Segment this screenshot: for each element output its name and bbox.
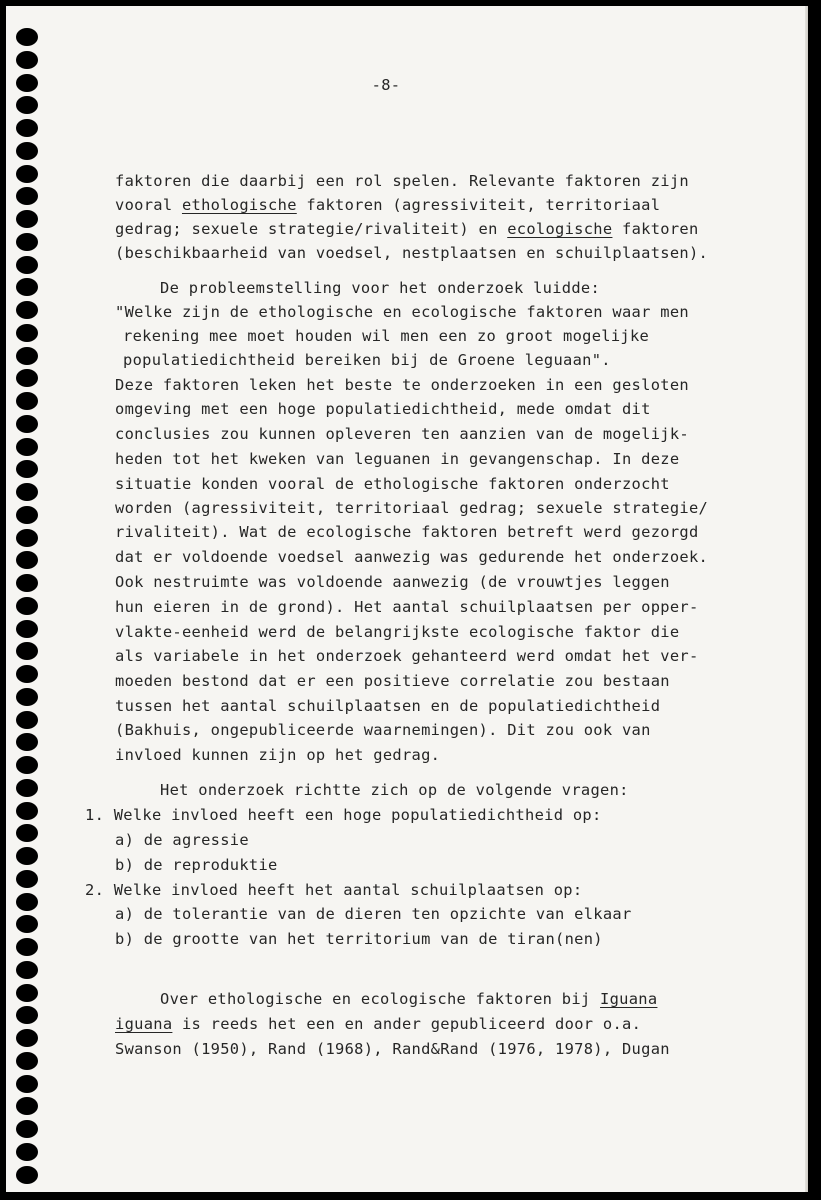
text-line: moeden bestond dat er een positieve correlatie zou bestaan [115,672,670,690]
text-line: tussen het aantal schuilplaatsen en de populatiedichtheid [115,697,661,715]
text-line [115,1012,641,1036]
text-fragment: faktoren (agressiviteit, territoriaal [296,196,661,214]
list-subitem: a) de agressie [115,831,249,849]
text-line: Het onderzoek richtte zich op de volgende vragen: [160,781,629,799]
text-line: dat er voldoende voedsel aanwezig was gedurende het onderzoek. [115,548,709,566]
text-line: worden (agressiviteit, territoriaal gedrag; sexuele strategie/ [115,499,709,517]
list-subitem: b) de reproduktie [115,856,278,874]
underlined-term: ecologische [507,220,613,238]
page-text [6,6,808,1192]
list-item: 1. Welke invloed heeft een hoge populatiedichtheid op: [85,806,602,824]
text-fragment: is reeds het een en ander gepubliceerd door o.a. [181,1015,642,1033]
text-line: heden tot het kweken van leguanen in gevangenschap. In deze [115,450,680,468]
text-line [115,217,699,241]
list-subitem: b) de grootte van het territorium van de tiran(nen) [115,930,603,948]
text-line: Ook nestruimte was voldoende aanwezig (de vrouwtjes leggen [115,573,670,591]
text-fragment: faktoren [612,220,699,238]
list-item: 2. Welke invloed heeft het aantal schuilplaatsen op: [85,881,583,899]
document-page [6,6,808,1192]
text-fragment: vooral [115,196,182,214]
text-line [160,987,657,1011]
text-line: Swanson (1950), Rand (1968), Rand&Rand (1976, 1978), Dugan [115,1040,670,1058]
text-line: De probleemstelling voor het onderzoek luidde: [160,279,601,297]
text-line: faktoren die daarbij een rol spelen. Relevante faktoren zijn [115,172,689,190]
species-name: Iguana [600,990,658,1008]
text-fragment: Over ethologische en ecologische faktoren bij [160,990,601,1008]
text-line: (beschikbaarheid van voedsel, nestplaatsen en schuilplaatsen). [115,244,709,262]
text-line: als variabele in het onderzoek gehanteerd werd omdat het ver- [115,647,699,665]
text-fragment: gedrag; sexuele strategie/rivaliteit) en [115,220,508,238]
page-number: -8- [371,76,401,94]
text-line: situatie konden vooral de ethologische faktoren onderzocht [115,475,670,493]
text-line: populatiedichtheid bereiken bij de Groene leguaan". [123,351,611,369]
text-line: vlakte-eenheid werd de belangrijkste ecologische faktor die [115,623,680,641]
species-name: iguana [115,1015,173,1033]
text-line [115,193,660,217]
text-line: hun eieren in de grond). Het aantal schuilplaatsen per opper- [115,598,699,616]
text-line: rivaliteit). Wat de ecologische faktoren betreft werd gezorgd [115,523,699,541]
text-line: omgeving met een hoge populatiedichtheid, mede omdat dit [115,400,651,418]
text-line: invloed kunnen zijn op het gedrag. [115,746,441,764]
list-subitem: a) de tolerantie van de dieren ten opzichte van elkaar [115,905,632,923]
text-line: "Welke zijn de ethologische en ecologische faktoren waar men [115,303,689,321]
text-line: (Bakhuis, ongepubliceerde waarnemingen). Dit zou ook van [115,721,651,739]
underlined-term: ethologische [181,196,297,214]
text-line: conclusies zou kunnen opleveren ten aanzien van de mogelijk- [115,425,689,443]
text-line: rekening mee moet houden wil men een zo groot mogelijke [123,327,650,345]
text-line: Deze faktoren leken het beste te onderzoeken in een gesloten [115,376,689,394]
